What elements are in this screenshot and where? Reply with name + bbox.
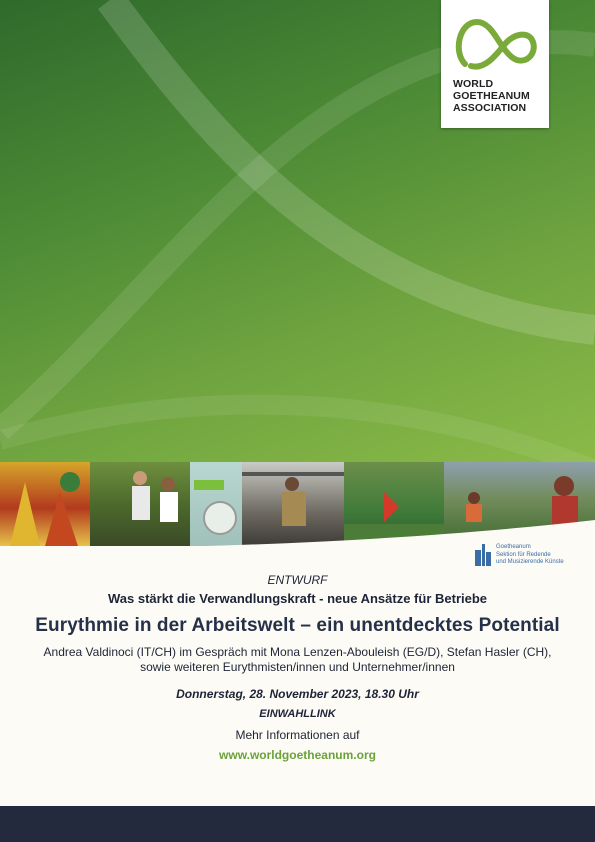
section-logo-line-2: Sektion für Redende [496, 551, 551, 558]
draft-label: ENTWURF [267, 573, 328, 587]
event-details [0, 570, 595, 762]
event-subtitle: Was stärkt die Verwandlungskraft - neue Ansätze für Betriebe [107, 591, 488, 606]
section-logo-icon [474, 542, 492, 566]
speakers [0, 645, 595, 687]
dial-in-link[interactable]: EINWAHLLINK [259, 708, 336, 720]
section-logo-text [496, 544, 564, 567]
event-date: Donnerstag, 28. November 2023, 18.30 Uhr [176, 687, 419, 701]
more-info-label: Mehr Informationen auf [235, 728, 360, 742]
logo-line-1: WORLD [453, 78, 494, 90]
logo-line-3: ASSOCIATION [453, 102, 527, 114]
logo-line-2: GOETHEANUM [453, 90, 530, 102]
goetheanum-section-logo [474, 542, 584, 570]
section-logo-line-3: und Musizierende Künste [496, 559, 564, 565]
event-title: Eurythmie in der Arbeitswelt – ein unentdecktes Potential [35, 615, 560, 636]
infinity-loop-icon [451, 14, 539, 76]
footer-bar [0, 806, 595, 842]
logo-wordmark [453, 78, 549, 114]
world-goetheanum-logo[interactable] [441, 0, 549, 128]
section-logo-line-1: Goetheanum [496, 544, 531, 550]
speakers-line-1: Andrea Valdinoci (IT/CH) im Gespräch mit Mona Lenzen-Abouleish (EG/D), Stefan Hasler (CH), [43, 645, 552, 659]
website-link[interactable]: www.worldgoetheanum.org [219, 748, 376, 762]
speakers-line-2: sowie weiteren Eurythmisten/innen und Unternehmer/innen [140, 660, 455, 674]
